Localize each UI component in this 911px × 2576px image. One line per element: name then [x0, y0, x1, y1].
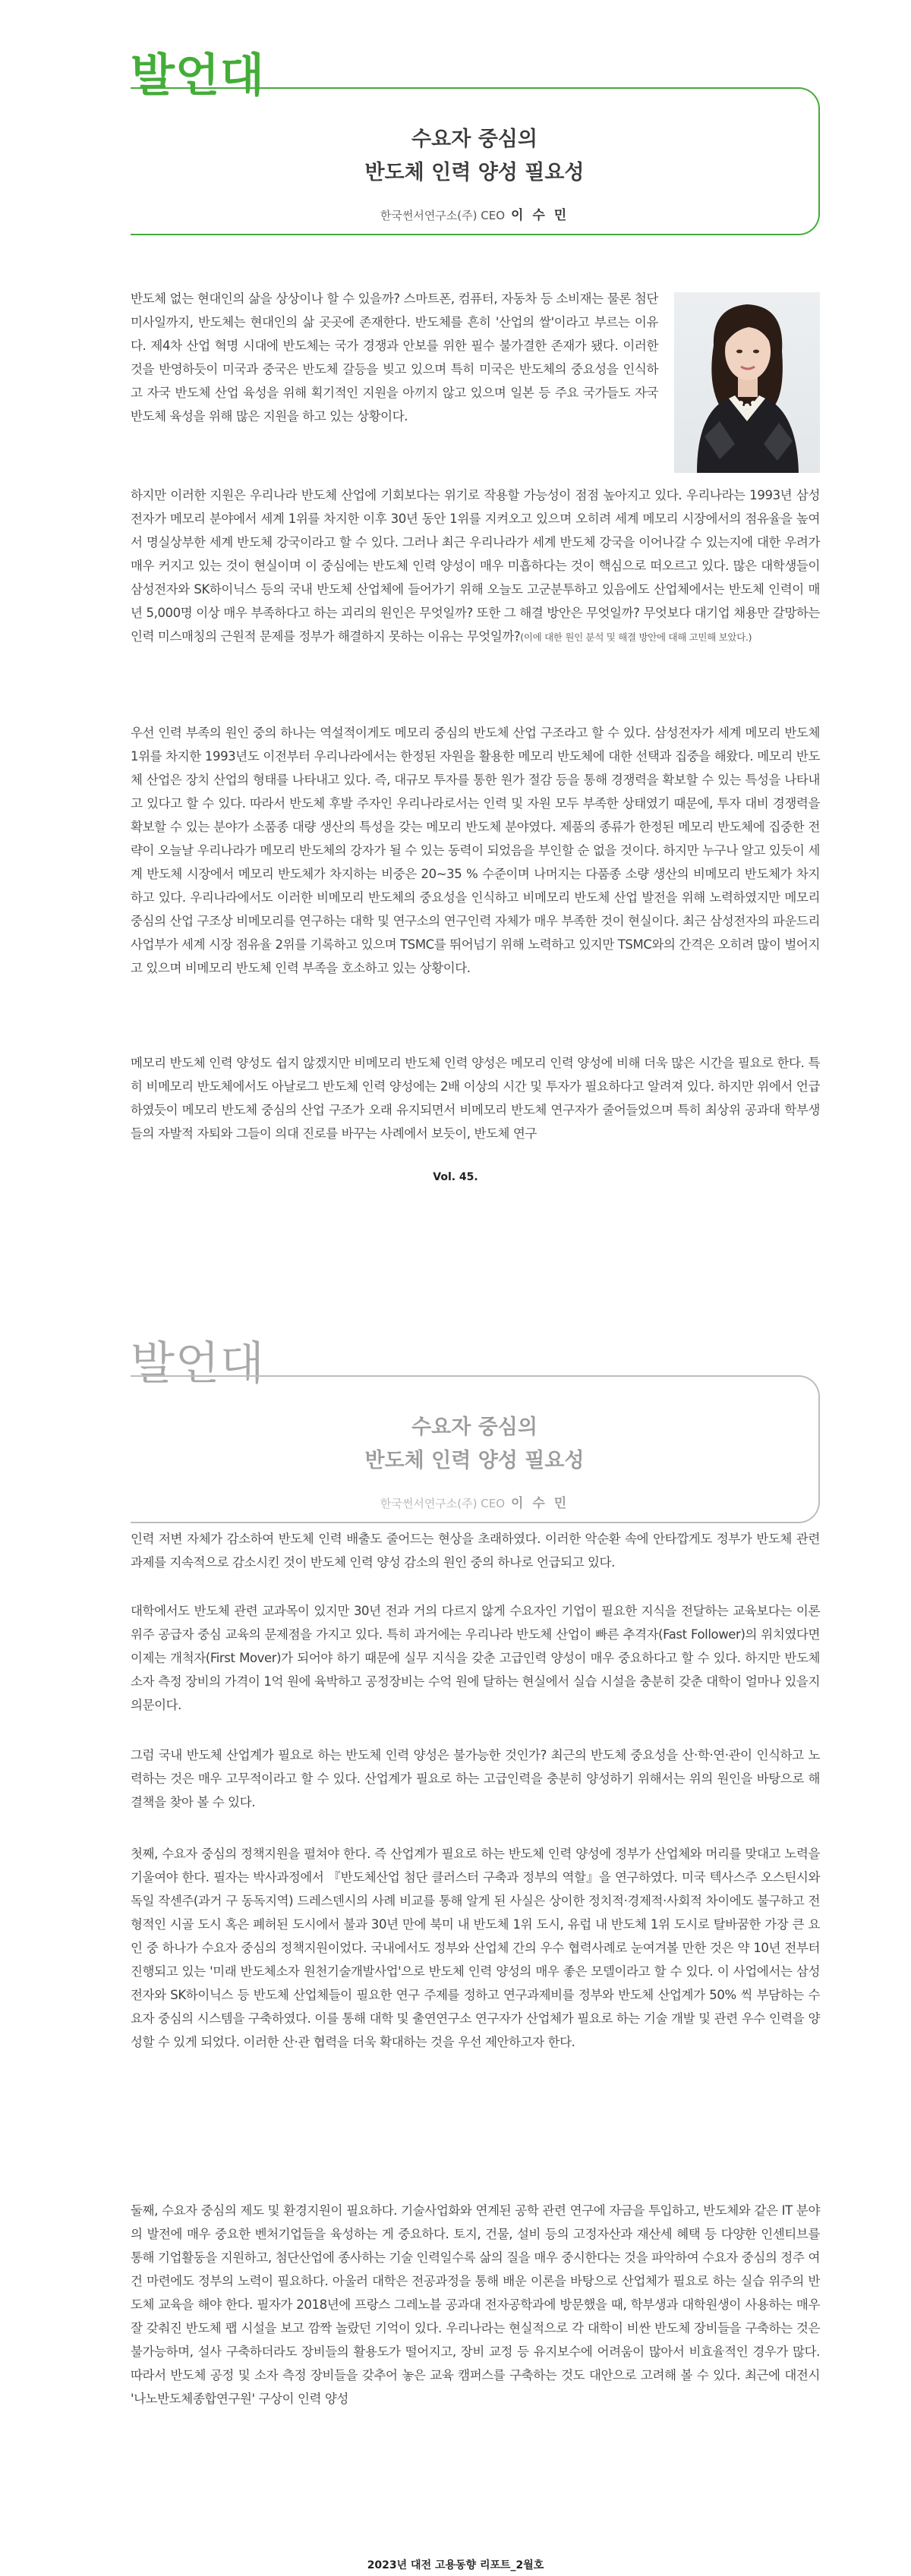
- page-footer: 2023년 대전 고용동향 리포트_2월호: [367, 2559, 544, 2571]
- paragraph-5: 둘째, 수요자 중심의 제도 및 환경지원이 필요하다. 기술사업화와 연계된 공학 관련 연구에 자금을 투입하고, 반도체와 같은 IT 분야의 발전에 매우 중요한 벤처기업들을 육성하는 게 중요하다. 토지, 건물, 설비 등의 고정자산과 재산세 혜택 등 다양한 인센티브를 통해 기업활동을 지원하고, 첨단산업에 종사하는 기술 인력일수록 삶의 질을 매우 중시한다는 것을 파악하여 수요자 중심의 정주 여건 마련에도 정부의 노력이 필요하다. 아울러 대학은 전공과정을 통해 배운 이론을 바탕으로 산업체가 필요로 하는 실습 위주의 반도체 교육을 해야 한다. 필자가 2018년에 프랑스 그레노블 공과대 전자공학과에 방문했을 때, 학부생과 대학원생이 사용하는 매우 잘 갖춰진 반도체 팹 시설을 보고 깜짝 놀랐던 기억이 있다. 우리나라는 현실적으로 각 대학이 비싼 반도체 장비들을 구축하는 것은 불가능하며, 설사 구축하더라도 장비들의 활용도가 떨어지고, 장비 교정 등 유지보수에 어려움이 많아서 비효율적인 경우가 많다. 따라서 반도체 공정 및 소자 측정 장비들을 갖추어 놓은 교육 캠퍼스를 구축하는 것도 대안으로 고려해 볼 수 있다. 최근에 대전시 '나노반도체종합연구원' 구상이 인력 양성: [131, 2203, 820, 2406]
- paragraph-3: 그럼 국내 반도체 산업계가 필요로 하는 반도체 인력 양성은 불가능한 것인가? 최근의 반도체 중요성을 산·학·연·관이 인식하고 노력하는 것은 매우 고무적이라고 할 수 있다. 산업계가 필요로 하는 고급인력을 충분히 양성하기 위해서는 위의 원인을 바탕으로 해결책을 찾아 볼 수 있다.: [131, 1748, 820, 1809]
- article-title-line-1: 수요자 중심의: [411, 1416, 537, 1439]
- paragraph-4: 첫째, 수요자 중심의 정책지원을 펼쳐야 한다. 즉 산업계가 필요로 하는 반도체 인력 양성에 정부가 산업체와 머리를 맞대고 노력을 기울여야 한다. 필자는 박사과정에서 『반도체산업 첨단 클러스터 구축과 정부의 역할』을 연구하였다. 미국 텍사스주 오스틴시와 독일 작센주(과거 구 동독지역) 드레스덴시의 사례 비교를 통해 알게 된 사실은 상이한 정치적·경제적·사회적 차이에도 불구하고 전형적인 시골 도시 혹은 폐허된 도시에서 불과 30년 만에 북미 내 반도체 1위 도시, 유럽 내 반도체 1위 도시로 탈바꿈한 가장 큰 요인 중 하나가 수요자 중심의 정책지원이었다. 국내에서도 정부와 산업체 간의 우수 협력사례로 눈여겨볼 만한 것은 약 10년 전부터 진행되고 있는 '미래 반도체소자 원천기술개발사업'으로 반도체 인력 양성의 매우 좋은 모델이라고 할 수 있다. 이 사업에서는 삼성전자와 SK하이닉스 등 반도체 산업체들이 필요한 연구 주제를 정하고 연구과제비를 정부와 반도체 산업계가 50% 씩 부담하는 수요자 중심의 시스템을 구축하였다. 이를 통해 대학 및 출연연구소 연구자가 산업체가 필요로 하는 기술 개발 및 관련 우수 인력을 양성할 수 있게 되었다. 이러한 산·관 협력을 더욱 확대하는 것을 우선 제안하고자 한다.: [131, 1847, 820, 2049]
- article-header: [131, 1375, 820, 1523]
- byline-org: 한국썬서연구소(주) CEO: [380, 209, 506, 222]
- section-label: 발언대: [131, 49, 265, 102]
- paragraph-1: 반도체 없는 현대인의 삶을 상상이나 할 수 있을까? 스마트폰, 컴퓨터, 자동차 등 소비재는 물론 첨단 미사일까지, 반도체는 현대인의 삶 곳곳에 존재한다. 반도체를 흔히 '산업의 쌀'이라고 부르는 이유다. 제4차 산업 혁명 시대에 반도체는 국가 경쟁과 안보를 위한 필수 불가결한 존재가 됐다. 이러한 것을 반영하듯이 미국과 중국은 반도체 갈등을 빚고 있으며 특히 미국은 반도체의 중요성을 인식하고 자국 반도체 산업 육성을 위해 획기적인 지원을 아끼지 않고 있으며 일본 등 주요 국가들도 자국 반도체 육성을 위해 많은 지원을 하고 있는 상황이다.: [131, 291, 658, 424]
- paragraph-2-note: (이에 대한 원인 분석 및 해결 방안에 대해 고민해 보았다.): [520, 631, 752, 643]
- paragraph-1: 인력 저변 자체가 감소하여 반도체 인력 배출도 줄어드는 현상을 초래하였다. 이러한 악순환 속에 안타깝게도 정부가 반도체 관련 과제를 지속적으로 감소시킨 것이 반도체 인력 양성 감소의 원인 중의 하나로 언급되고 있다.: [131, 1532, 820, 1570]
- byline: [131, 1492, 818, 1511]
- paragraph-4: 메모리 반도체 인력 양성도 쉽지 않겠지만 비메모리 반도체 인력 양성은 메모리 인력 양성에 비해 더욱 많은 시간을 필요로 한다. 특히 비메모리 반도체에서도 아날로그 반도체 인력 양성에는 2배 이상의 시간 및 투자가 필요하다고 알려져 있다. 하지만 위에서 언급하였듯이 메모리 반도체 중심의 산업 구조가 오래 유지되면서 비메모리 반도체 연구자가 줄어들었으며 특히 최상위 공과대 학부생들의 자발적 자퇴와 그들이 의대 진로를 바꾸는 사례에서 보듯이, 반도체 연구: [131, 1056, 820, 1141]
- paragraph-2: [131, 483, 820, 649]
- author-portrait-graphic: [674, 292, 820, 473]
- article-title-line-2: 반도체 인력 양성 필요성: [364, 161, 585, 184]
- paragraph-3: 우선 인력 부족의 원인 중의 하나는 역설적이게도 메모리 중심의 반도체 산업 구조라고 할 수 있다. 삼성전자가 세계 메모리 반도체 1위를 차지한 1993년도 이전부터 우리나라에서는 한정된 자원을 활용한 메모리 반도체에 대한 선택과 집중을 해왔다. 메모리 반도체 산업은 장치 산업의 형태를 나타내고 있다. 즉, 대규모 투자를 통한 원가 절감 등을 통해 경쟁력을 확보할 수 있는 특성을 나타내고 있다고 할 수 있다. 따라서 반도체 후발 주자인 우리나라로서는 인력 및 자원 모두 부족한 상태였기 때문에, 투자 대비 경쟁력을 확보할 수 있는 분야가 소품종 대량 생산의 특성을 갖는 메모리 반도체 분야였다. 제품의 종류가 한정된 메모리 반도체에 집중한 전략이 오늘날 우리나라가 메모리 반도체의 강자가 될 수 있는 동력이 되었음을 부인할 순 없을 것이다. 하지만 누구나 알고 있듯이 세계 반도체 시장에서 메모리 반도체가 차지하는 비중은 20~35 % 수준이며 나머지는 다품종 소량 생산의 비메모리 반도체가 차지하고 있다. 우리나라에서도 이러한 비메모리 반도체의 중요성을 인식하고 비메모리 반도체 산업 발전을 위해 노력하였지만 메모리 중심의 산업 구조상 비메모리를 연구하는 대학 및 연구소의 연구인력 자체가 매우 부족한 것이 현실이다. 최근 삼성전자의 파운드리 사업부가 세계 시장 점유율 2위를 기록하고 있으며 TSMC를 뛰어넘기 위해 노력하고 있지만 TSMC와의 간격은 오히려 많이 벌어지고 있으며 비메모리 반도체 인력 부족을 호소하고 있는 상황이다.: [131, 726, 820, 975]
- article-title-line-2: 반도체 인력 양성 필요성: [364, 1449, 585, 1472]
- paragraph-2-text: 하지만 이러한 지원은 우리나라 반도체 산업에 기회보다는 위기로 작용할 가능성이 점점 높아지고 있다. 우리나라는 1993년 삼성전자가 메모리 분야에서 세계 1위를 차지한 이후 30년 동안 1위를 지켜오고 있으며 오히려 세계 메모리 시장에서의 점유율을 높여서 명실상부한 세계 반도체 강국이라고 할 수 있다. 그러나 최근 우리나라가 세계 반도체 강국을 이어나갈 수 있는지에 대한 우려가 매우 커지고 있는 것이 현실이며 이 중심에는 반도체 인력 양성이 매우 미흡하다는 것이 핵심으로 떠오르고 있다. 많은 대학생들이 삼성전자와 SK하이닉스 등의 국내 반도체 산업체에 들어가기 위해 오늘도 고군분투하고 있음에도 산업체에서는 반도체 인력이 매년 5,000명 이상 매우 부족하다고 하는 괴리의 원인은 무엇일까? 또한 그 해결 방안은 무엇일까? 무엇보다 대기업 채용만 갈망하는 인력 미스매칭의 근원적 문제를 정부가 해결하지 못하는 이유는 무엇일까?: [131, 488, 821, 644]
- section-label: 발언대: [131, 1337, 265, 1390]
- article-header: [131, 87, 820, 235]
- article-title-line-1: 수요자 중심의: [411, 128, 537, 151]
- byline-author: 이 수 민: [511, 1496, 569, 1511]
- byline-author: 이 수 민: [511, 208, 569, 223]
- page-2: [0, 1288, 911, 2576]
- page-footer: Vol. 45.: [433, 1171, 478, 1183]
- paragraph-2: 대학에서도 반도체 관련 교과목이 있지만 30년 전과 거의 다르지 않게 수요자인 기업이 필요한 지식을 전달하는 교육보다는 이론 위주 공급자 중심 교육의 문제점을 가지고 있다. 특히 과거에는 우리나라 반도체 산업이 빠른 추격자(Fast Follower)의 위치였다면 이제는 개척자(First Mover)가 되어야 하기 때문에 실무 지식을 갖춘 고급인력 양성이 매우 중요하다고 할 수 있다. 하지만 반도체 소자 측정 장비의 가격이 1억 원에 육박하고 공정장비는 수억 원에 달하는 현실에서 실습 시설을 충분히 갖춘 대학이 얼마나 있을지 의문이다.: [131, 1604, 820, 1712]
- author-portrait: [674, 292, 820, 473]
- byline-org: 한국썬서연구소(주) CEO: [380, 1497, 506, 1510]
- byline: [131, 204, 818, 223]
